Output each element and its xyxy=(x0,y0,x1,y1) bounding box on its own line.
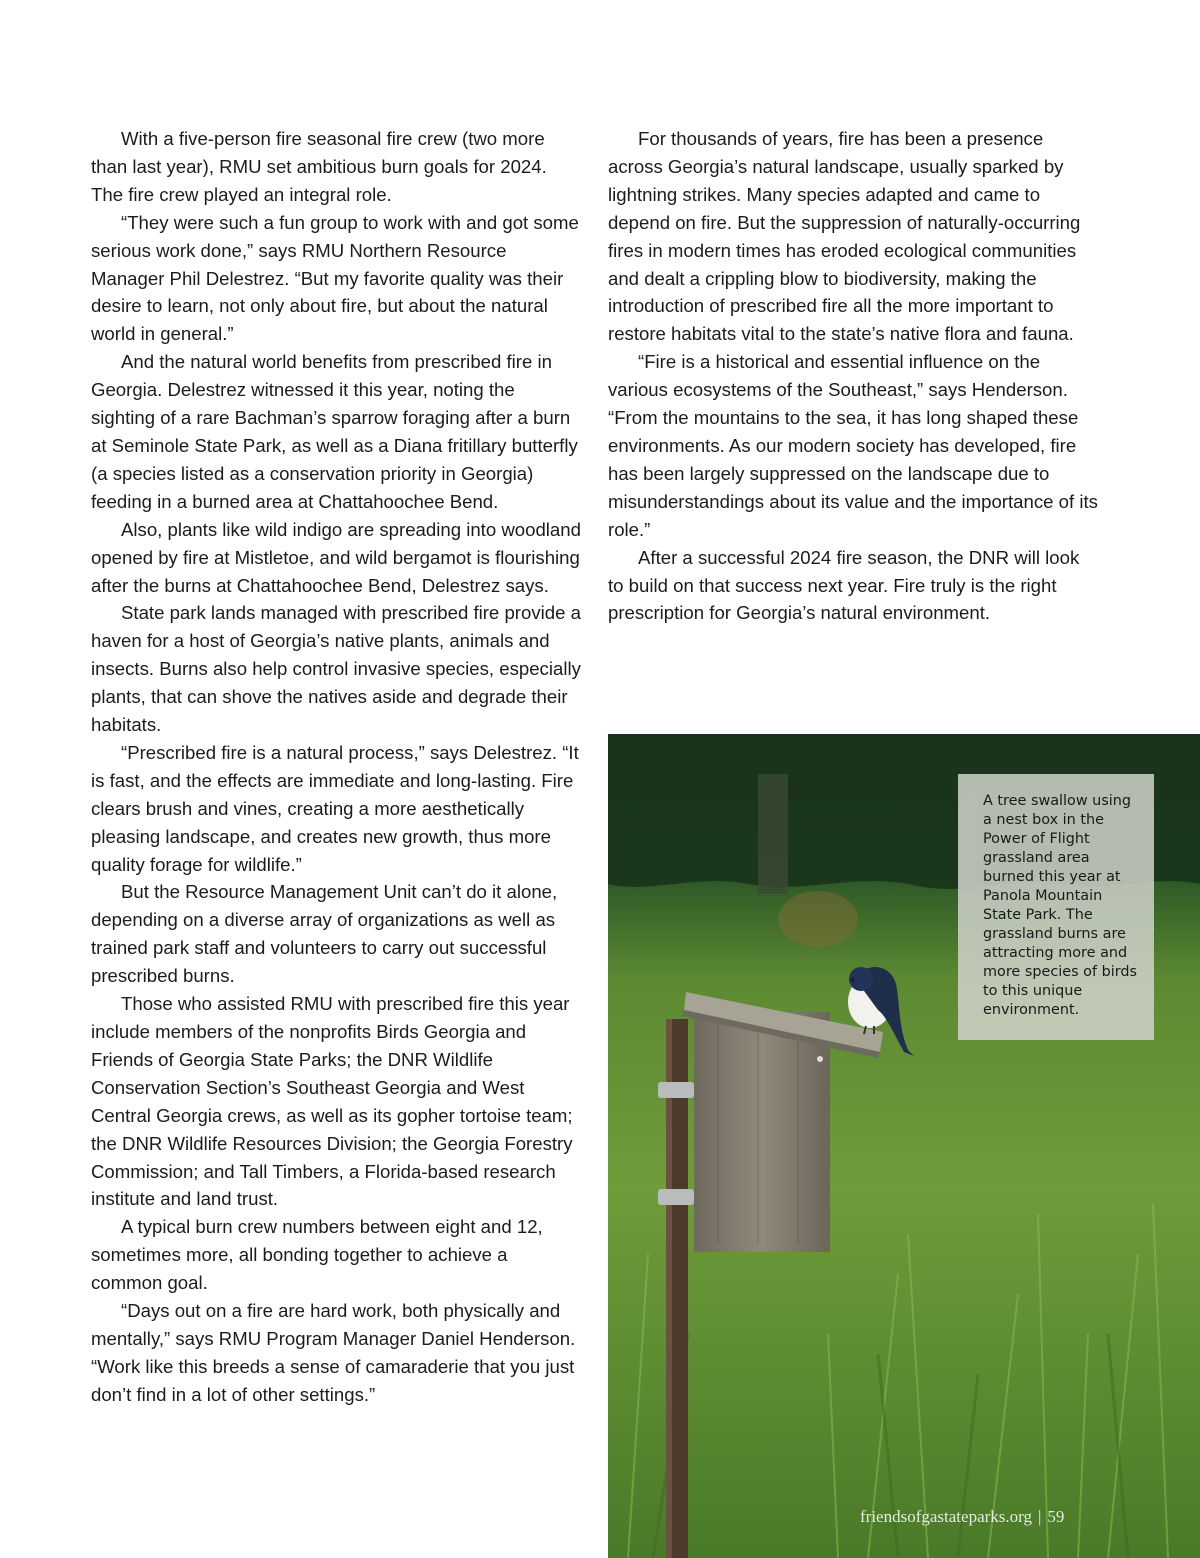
paragraph: For thousands of years, fire has been a presence across Georgia’s natural landscape, usually sparked by lightning strikes. Many species adapted and came to depend on fire. But the suppression of naturally-occurring fires in modern times has eroded ecological communities and dealt a crippling blow to biodiversity, making the introduction of prescribed fire all the more important to restore habitats vital to the state’s native flora and fauna. xyxy=(608,128,1081,345)
paragraph: “Days out on a fire are hard work, both physically and mentally,” says RMU Program Manager Daniel Henderson. “Work like this breeds a sense of camaraderie that you just don’t find in a lot of other settings.” xyxy=(91,1300,576,1405)
paragraph: “Prescribed fire is a natural process,” says Delestrez. “It is fast, and the effects are immediate and long-lasting. Fire clears brush and vines, creating a more aesthetically pleasing landscape, and creates new growth, thus more quality forage for wildlife.” xyxy=(91,741,579,875)
paragraph: “They were such a fun group to work with and got some serious work done,” says RMU Northern Resource Manager Phil Delestrez. “But my favorite quality was their desire to learn, not only about fire, but about the natural world in general.” xyxy=(91,211,579,345)
paragraph: A typical burn crew numbers between eight and 12, sometimes more, all bonding together to achieve a common goal. xyxy=(91,1216,543,1294)
website-url: friendsofgastateparks.org xyxy=(860,1507,1032,1526)
paragraph: Also, plants like wild indigo are spreading into woodland opened by fire at Mistletoe, and wild bergamot is flourishing after the burns at Chattahoochee Bend, Delestrez says. xyxy=(91,518,581,596)
photo-caption: A tree swallow using a nest box in the Power of Flight grassland area burned this year at Panola Mountain State Park. The grassland burns are attracting more and more species of birds to this unique environment. xyxy=(958,774,1154,1040)
footer-separator: | xyxy=(1038,1507,1042,1526)
paragraph: Those who assisted RMU with prescribed fire this year include members of the nonprofits Birds Georgia and Friends of Georgia State Parks; the DNR Wildlife Conservation Section’s Southeast Georgia and West Central Georgia crews, as well as its gopher tortoise team; the DNR Wildlife Resources Division; the Georgia Forestry Commission; and Tall Timbers, a Florida-based research institute and land trust. xyxy=(91,993,573,1210)
paragraph: “Fire is a historical and essential influence on the various ecosystems of the Southeast,” says Henderson. “From the mountains to the sea, it has long shaped these environments. As our modern society has developed, fire has been largely suppressed on the landscape due to misunderstandings about its value and the importance of its role.” xyxy=(608,351,1098,540)
page-footer xyxy=(860,1507,1064,1527)
paragraph: But the Resource Management Unit can’t do it alone, depending on a diverse array of organizations as well as trained park staff and volunteers to carry out successful prescribed burns. xyxy=(91,881,558,987)
paragraph: And the natural world benefits from prescribed fire in Georgia. Delestrez witnessed it this year, noting the sighting of a rare Bachman’s sparrow foraging after a burn at Seminole State Park, as well as a Diana fritillary butterfly (a species listed as a conservation priority in Georgia) feeding in a burned area at Chattahoochee Bend. xyxy=(91,351,578,512)
paragraph: After a successful 2024 fire season, the DNR will look to build on that success next year. Fire truly is the right prescription for Georgia’s natural environment. xyxy=(608,546,1080,624)
article-left-column xyxy=(91,125,581,1409)
paragraph: With a five-person fire seasonal fire crew (two more than last year), RMU set ambitious burn goals for 2024. The fire crew played an integral role. xyxy=(91,128,547,205)
page-number: 59 xyxy=(1047,1507,1065,1526)
article-right-column xyxy=(608,125,1098,627)
paragraph: State park lands managed with prescribed fire provide a haven for a host of Georgia’s native plants, animals and insects. Burns also help control invasive species, especially plants, that can shove the natives aside and degrade their habitats. xyxy=(91,602,581,736)
